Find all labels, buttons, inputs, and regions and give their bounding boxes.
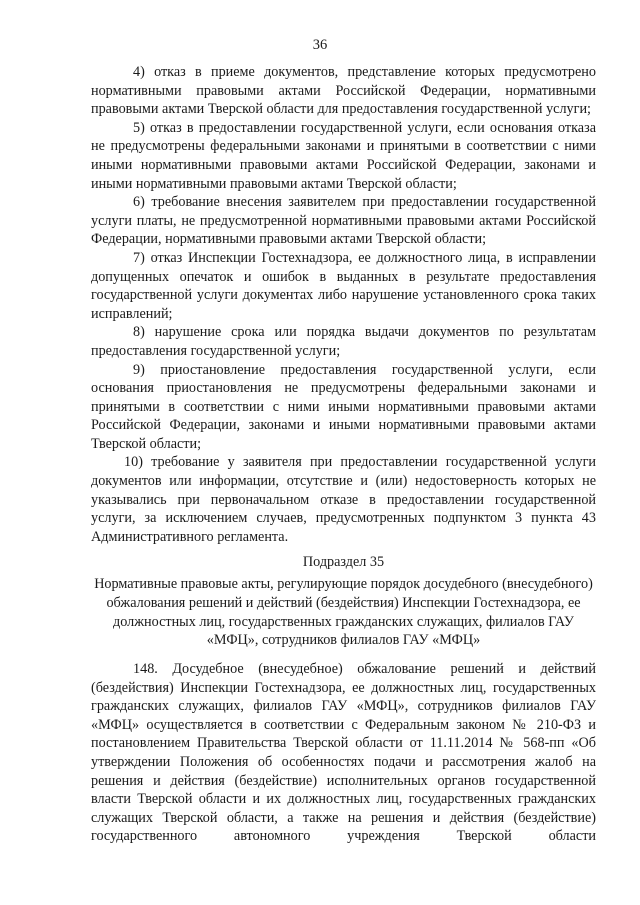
page-number: 36 — [312, 37, 328, 53]
paragraph-text: 148. Досудебное (внесудебное) обжалование решений и действий (бездействия) Инспекции Гостехнадзора, ее должностных лиц, государственных гражданских служащих, филиалов ГАУ «МФЦ», сотрудников филиалов ГАУ «МФЦ» осуществляется в соответствии с Федеральным законом № 210-ФЗ и постановлением Правительства Тверской области от 11.11.2014 № 568-пп «Об утверждении Положения об особенностях подачи и рассмотрения жалоб на решения и действия (бездействие) исполнительных органов государственной власти Тверской области и их должностных лиц, государственных гражданских служащих Тверской области, а также на решения и действия (бездействие) государственного автономного учреждения Тверской области — [91, 661, 596, 845]
section-label: Подраздел 35 — [302, 554, 385, 570]
list-item: 9) приостановление предоставления государственной услуги, если основания приостановления не предусмотрены федеральными законами и принятыми в соответствии с ними иными нормативными правовыми актами Российской Федерации, законами и иными нормативными правовыми актами Тверской области; — [91, 361, 596, 452]
list-item: 8) нарушение срока или порядка выдачи документов по результатам предоставления государственной услуги; — [91, 324, 596, 359]
list-item: 10) требование у заявителя при предоставлении государственной услуги документов или информации, отсутствие и (или) недостоверность которых не указывались при первоначальном отказе в предоставлении государственной услуги, за исключением случаев, предусмотренных подпунктом 3 пункта 43 Административного регламента. — [91, 454, 596, 545]
section-title: Нормативные правовые акты, регулирующие порядок досудебного (внесудебного) обжалования решений и действий (бездействия) Инспекции Гостехнадзора, ее должностных лиц, государственных гражданских служащих, филиалов ГАУ «МФЦ», сотрудников филиалов ГАУ «МФЦ» — [94, 576, 593, 649]
paragraph-148 — [91, 660, 596, 846]
list-item: 7) отказ Инспекции Гостехнадзора, ее должностного лица, в исправлении допущенных опечаток и ошибок в выданных в результате предоставления государственной услуги документах либо нарушение установленного срока таких исправлений; — [91, 249, 596, 322]
list-of-grounds — [91, 63, 596, 546]
list-item: 6) требование внесения заявителем при предоставлении государственной услуги платы, не предусмотренной нормативными правовыми актами Российской Федерации, нормативными правовыми актами Тверской области; — [91, 194, 596, 248]
list-item: 5) отказ в предоставлении государственной услуги, если основания отказа не предусмотрены федеральными законами и принятыми в соответствии с ними иными нормативными правовыми актами Российской Федерации, законами и иными нормативными правовыми актами Тверской области; — [91, 119, 596, 192]
list-item: 4) отказ в приеме документов, представление которых предусмотрено нормативными правовыми актами Российской Федерации, нормативными правовыми актами Тверской области для предоставления государственной услуги; — [91, 64, 596, 118]
